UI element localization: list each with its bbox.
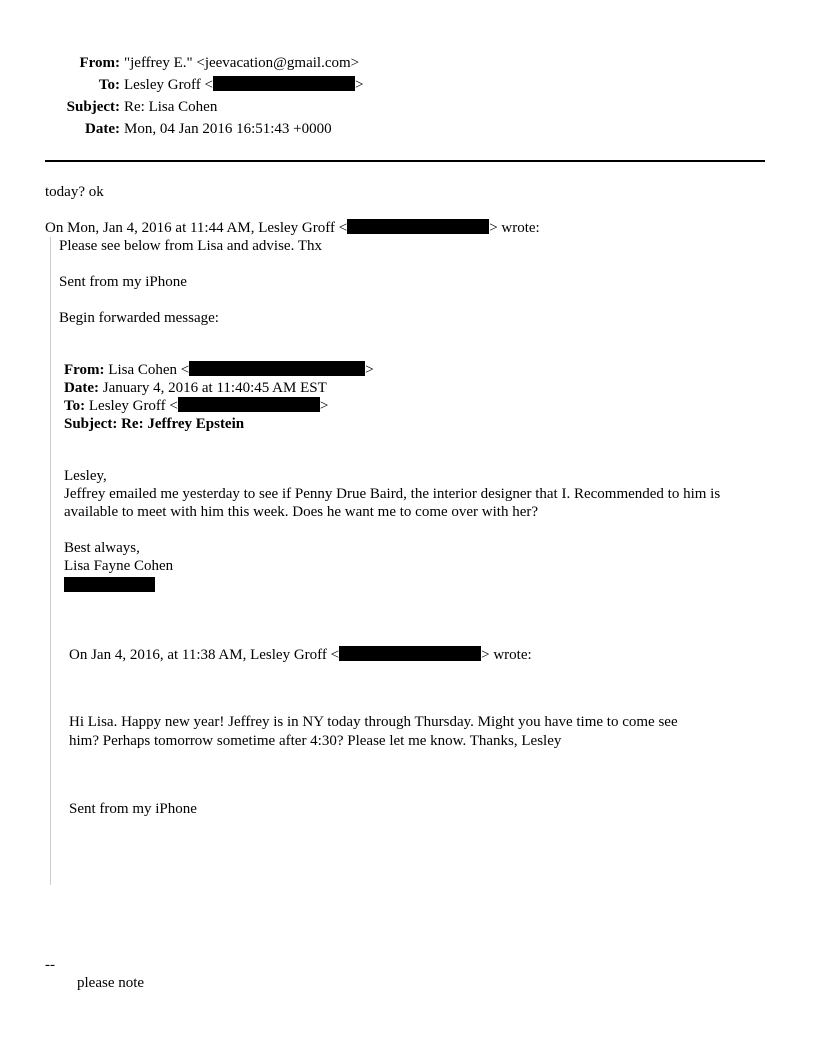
fwd-message-line: available to meet with him this week. Does he want me to come over with her? (64, 504, 539, 520)
fwd-to-name: Lesley Groff < (85, 398, 178, 414)
fwd-signature: Lisa Fayne Cohen (64, 558, 174, 574)
from-label: From: (79, 55, 120, 71)
from-value: "jeffrey E." <jeevacation@gmail.com> (124, 55, 360, 71)
inner-sent: Sent from my iPhone (69, 801, 197, 817)
subject-label: Subject: (66, 99, 120, 115)
fwd-greeting: Lesley, (64, 468, 107, 484)
redaction-box (213, 76, 355, 91)
reply-text: today? ok (45, 184, 104, 200)
fwd-to-close: > (319, 398, 329, 414)
to-close: > (355, 77, 364, 93)
subject-value: Re: Lisa Cohen (124, 99, 218, 115)
quote-line-sent: Sent from my iPhone (59, 274, 187, 290)
to-label: To: (98, 77, 120, 93)
fwd-subject-value: Re: Jeffrey Epstein (117, 416, 245, 432)
header-divider (45, 160, 765, 162)
fwd-date-value: January 4, 2016 at 11:40:45 AM EST (98, 380, 327, 396)
footer-note: please note (77, 975, 145, 991)
fwd-from-name: Lisa Cohen < (104, 362, 190, 378)
quote-intro-text: On Mon, Jan 4, 2016 at 11:44 AM, Lesley Groff < (45, 220, 348, 236)
date-value: Mon, 04 Jan 2016 16:51:43 +0000 (124, 121, 332, 137)
to-name: Lesley Groff < (124, 77, 213, 93)
fwd-signoff: Best always, (64, 540, 140, 556)
inner-intro-text: On Jan 4, 2016, at 11:38 AM, Lesley Groff < (69, 647, 340, 663)
redaction-box (178, 397, 320, 412)
fwd-to-label: To: (64, 398, 86, 414)
quote-line-advise: Please see below from Lisa and advise. Thx (59, 238, 322, 254)
signature-dashes: -- (45, 957, 55, 973)
quote-line-forwarded: Begin forwarded message: (59, 310, 219, 326)
quote-intro (45, 219, 540, 237)
fwd-to (64, 397, 328, 415)
fwd-from (64, 361, 374, 379)
inner-intro (69, 646, 532, 664)
to-value (124, 76, 363, 94)
fwd-message-line: Jeffrey emailed me yesterday to see if Penny Drue Baird, the interior designer that I. Recommended to him is (64, 486, 721, 502)
fwd-subject (64, 415, 244, 433)
inner-intro-wrote: > wrote: (481, 647, 532, 663)
redaction-box (189, 361, 365, 376)
fwd-subject-label: Subject: (64, 416, 118, 432)
fwd-from-close: > (365, 362, 374, 378)
redaction-box (347, 219, 489, 234)
redaction-box (64, 577, 155, 592)
signature-redaction (64, 577, 155, 595)
fwd-from-label: From: (64, 362, 105, 378)
fwd-date (64, 379, 327, 397)
inner-message-line: him? Perhaps tomorrow sometime after 4:30? Please let me know. Thanks, Lesley (69, 733, 562, 749)
inner-message-line: Hi Lisa. Happy new year! Jeffrey is in NY today through Thursday. Might you have time to come see (69, 714, 678, 730)
quote-bar (50, 237, 51, 885)
fwd-date-label: Date: (64, 380, 99, 396)
redaction-box (339, 646, 481, 661)
date-label: Date: (85, 121, 120, 137)
quote-intro-wrote: > wrote: (489, 220, 540, 236)
